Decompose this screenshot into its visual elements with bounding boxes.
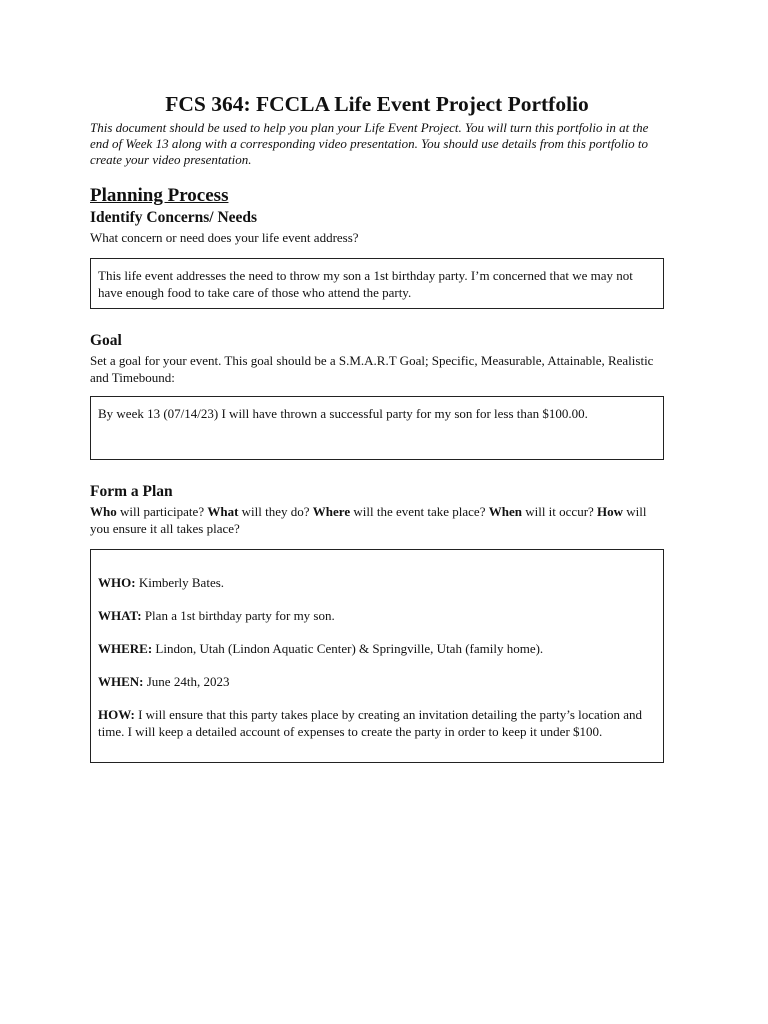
plan-text-when: June 24th, 2023 <box>143 674 230 689</box>
plan-entry-how <box>98 706 656 740</box>
question-where-rest: will the event take place? <box>350 504 489 519</box>
subheading-plan: Form a Plan <box>90 483 173 500</box>
subheading-goal: Goal <box>90 332 122 349</box>
document-page <box>90 92 664 763</box>
plan-entry-when <box>98 673 656 690</box>
question-how: How <box>597 504 624 519</box>
answer-text-concerns: This life event addresses the need to throw my son a 1st birthday party. I’m concerned that we may not have enough food to take care of those who attend the party. <box>98 268 633 300</box>
question-what: What <box>207 504 239 519</box>
answer-text-goal: By week 13 (07/14/23) I will have thrown a successful party for my son for less than $100.00. <box>98 406 588 421</box>
answer-box-goal[interactable] <box>90 396 664 460</box>
plan-label-when: WHEN: <box>98 674 144 689</box>
plan-label-what: WHAT: <box>98 608 142 623</box>
plan-text-what: Plan a 1st birthday party for my son. <box>141 608 335 623</box>
question-who-rest: will participate? <box>116 504 208 519</box>
plan-text-who: Kimberly Bates. <box>135 575 225 590</box>
question-when: When <box>488 504 522 519</box>
question-how-rest: will you ensure it all takes place? <box>90 504 647 536</box>
plan-entry-where <box>98 640 656 657</box>
question-who: Who <box>90 504 117 519</box>
subheading-concerns: Identify Concerns/ Needs <box>90 209 258 226</box>
question-where: Where <box>312 504 351 519</box>
plan-label-who: WHO: <box>98 575 136 590</box>
question-concerns: What concern or need does your life event address? <box>90 230 359 245</box>
plan-text-how: I will ensure that this party takes place by creating an invitation detailing the party’s location and time. I will keep a detailed account of expenses to create the party in order to keep it under $100. <box>98 707 643 739</box>
answer-box-plan[interactable] <box>90 549 664 763</box>
document-intro: This document should be used to help you plan your Life Event Project. You will turn this portfolio in at the end of Week 13 along with a corresponding video presentation. You should use details from this portfolio to create your video presentation. <box>90 120 649 167</box>
question-goal: Set a goal for your event. This goal should be a S.M.A.R.T Goal; Specific, Measurable, Attainable, Realistic and Timebound: <box>90 353 654 385</box>
plan-entry-who <box>98 574 656 591</box>
section-heading-planning: Planning Process <box>90 185 229 206</box>
question-plan <box>90 503 664 537</box>
plan-entry-what <box>98 607 656 624</box>
plan-label-how: HOW: <box>98 707 135 722</box>
question-what-rest: will they do? <box>238 504 313 519</box>
plan-text-where: Lindon, Utah (Lindon Aquatic Center) & Springville, Utah (family home). <box>152 641 544 656</box>
document-title: FCS 364: FCCLA Life Event Project Portfolio <box>165 92 589 116</box>
answer-box-concerns[interactable] <box>90 258 664 309</box>
plan-label-where: WHERE: <box>98 641 153 656</box>
question-when-rest: will it occur? <box>521 504 598 519</box>
